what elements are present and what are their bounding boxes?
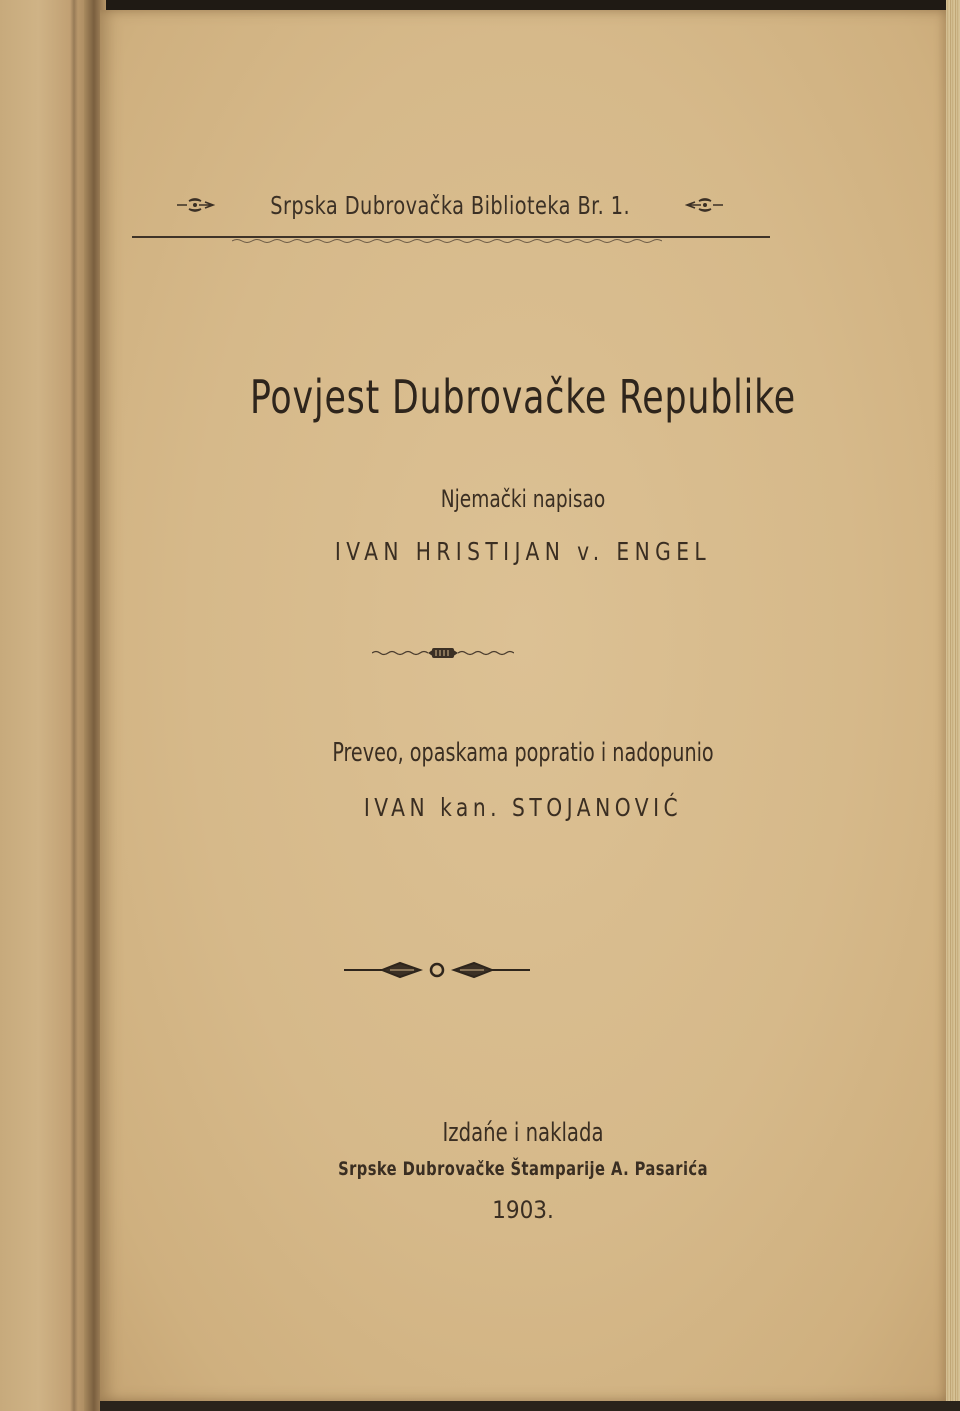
author-name: IVAN HRISTIJAN v. ENGEL: [334, 537, 712, 566]
author-note: Njemački napisao: [440, 485, 606, 513]
page-edges: [946, 0, 960, 1411]
translator-name: IVAN kan. STOJANOVIĆ: [363, 793, 683, 822]
publication-year: 1903.: [492, 1196, 554, 1224]
left-page: [0, 0, 96, 1411]
imprint-line: Izdańe i naklada: [442, 1118, 604, 1148]
publisher-name: Srpske Dubrovačke Štamparije A. Pasarića: [338, 1158, 708, 1180]
series-header: [130, 185, 770, 225]
small-ornament-icon: [372, 645, 514, 661]
translator-note: Preveo, opaskama popratio i nadopunio: [332, 738, 714, 768]
header-wavy-rule: [232, 238, 662, 244]
left-flourish-icon: [175, 196, 215, 214]
right-flourish-icon: [685, 196, 725, 214]
left-page-edge: [70, 0, 78, 1411]
large-ornament-icon: [342, 958, 532, 982]
book-cover-edge: [100, 1401, 960, 1411]
book-title: Povjest Dubrovačke Republike: [250, 370, 796, 424]
series-title: Srpska Dubrovačka Biblioteka Br. 1.: [270, 190, 630, 220]
